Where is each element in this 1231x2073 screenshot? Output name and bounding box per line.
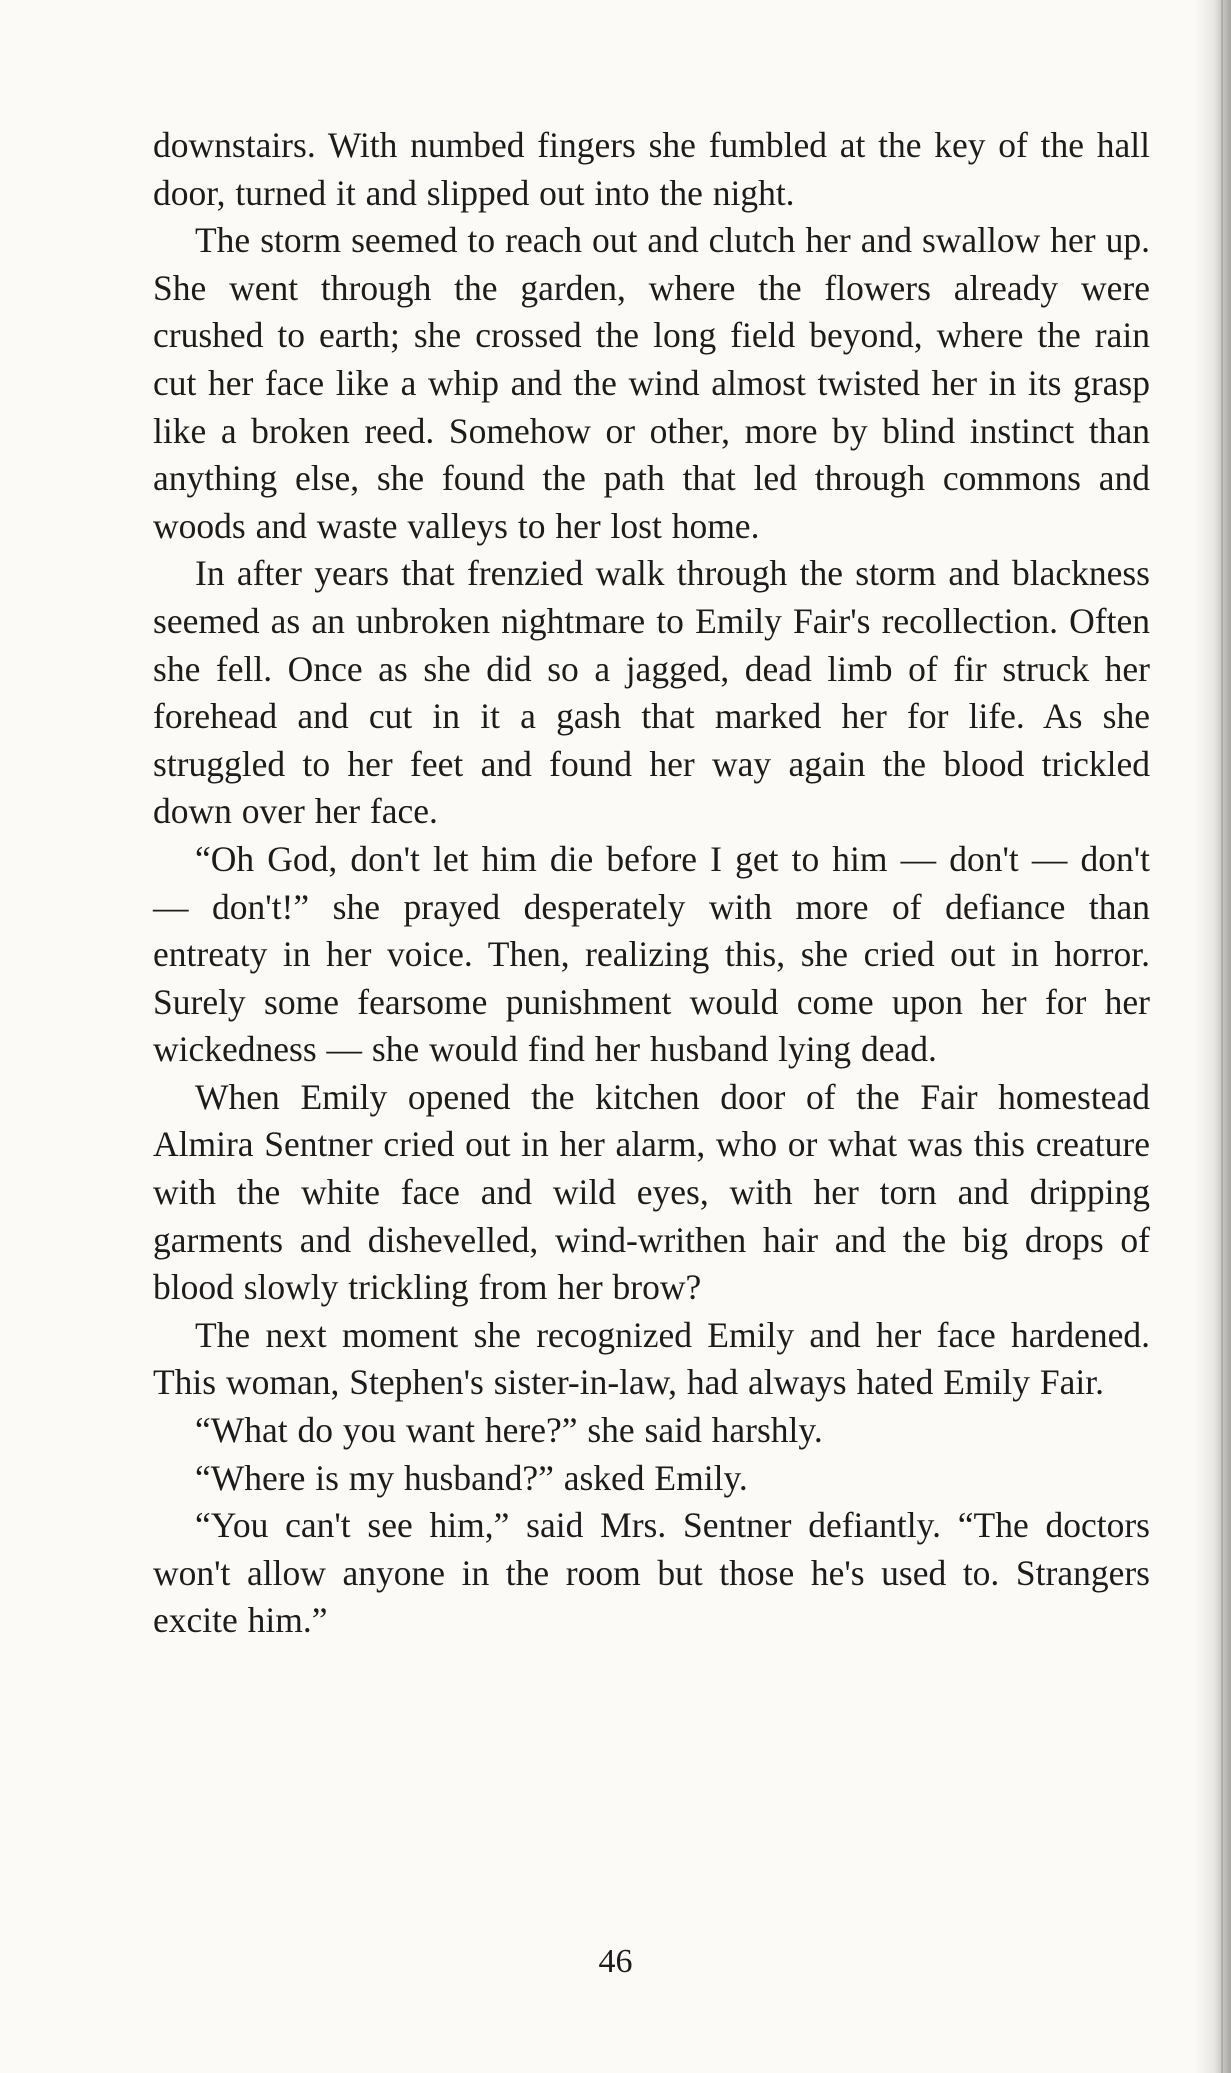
paragraph-2: The storm seemed to reach out and clutch her and swallow her up. She went through the garden, where the flowers already were crushed to earth; she crossed the long field beyond, where the rain cut her face like a whip and the wind almost twisted her in its grasp like a broken reed. Somehow or other, more by blind instinct than anything else, she found the path that led through commons and woods and waste valleys to her lost home. xyxy=(153,220,1150,546)
paragraph-5: When Emily opened the kitchen door of the Fair homestead Almira Sentner cried out in her alarm, who or what was this creature with the white face and wild eyes, with her torn and dripping garments and dishevelled, wind-writhen hair and the big drops of blood slowly trickling from her brow? xyxy=(153,1076,1150,1308)
body-text xyxy=(153,122,1150,1645)
paragraph-4: “Oh God, don't let him die before I get to him — don't — don't — don't!” she prayed desperately with more of defiance than entreaty in her voice. Then, realizing this, she cried out in horror. Surely some fearsome punishment would come upon her for her wickedness — she would find her husband lying dead. xyxy=(153,838,1150,1070)
paragraph-1: downstairs. With numbed fingers she fumbled at the key of the hall door, turned it and slipped out into the night. xyxy=(153,125,1150,213)
paragraph-9: “You can't see him,” said Mrs. Sentner defiantly. “The doctors won't allow anyone in the room but those he's used to. Strangers excite him.” xyxy=(153,1505,1150,1641)
paragraph-8: “Where is my husband?” asked Emily. xyxy=(195,1457,748,1498)
paragraph-7: “What do you want here?” she said harshly. xyxy=(195,1410,823,1451)
page-edge-line xyxy=(1221,0,1223,2073)
paragraph-6: The next moment she recognized Emily and her face hardened. This woman, Stephen's sister-in-law, had always hated Emily Fair. xyxy=(153,1314,1150,1403)
paragraph-3: In after years that frenzied walk through the storm and blackness seemed as an unbroken nightmare to Emily Fair's recollection. Often she fell. Once as she did so a jagged, dead limb of fir struck her forehead and cut in it a gash that marked her for life. As she struggled to her feet and found her way again the blood trickled down over her face. xyxy=(153,553,1150,832)
page-number: 46 xyxy=(598,1943,633,1980)
page-edge-shadow xyxy=(1195,0,1231,2073)
